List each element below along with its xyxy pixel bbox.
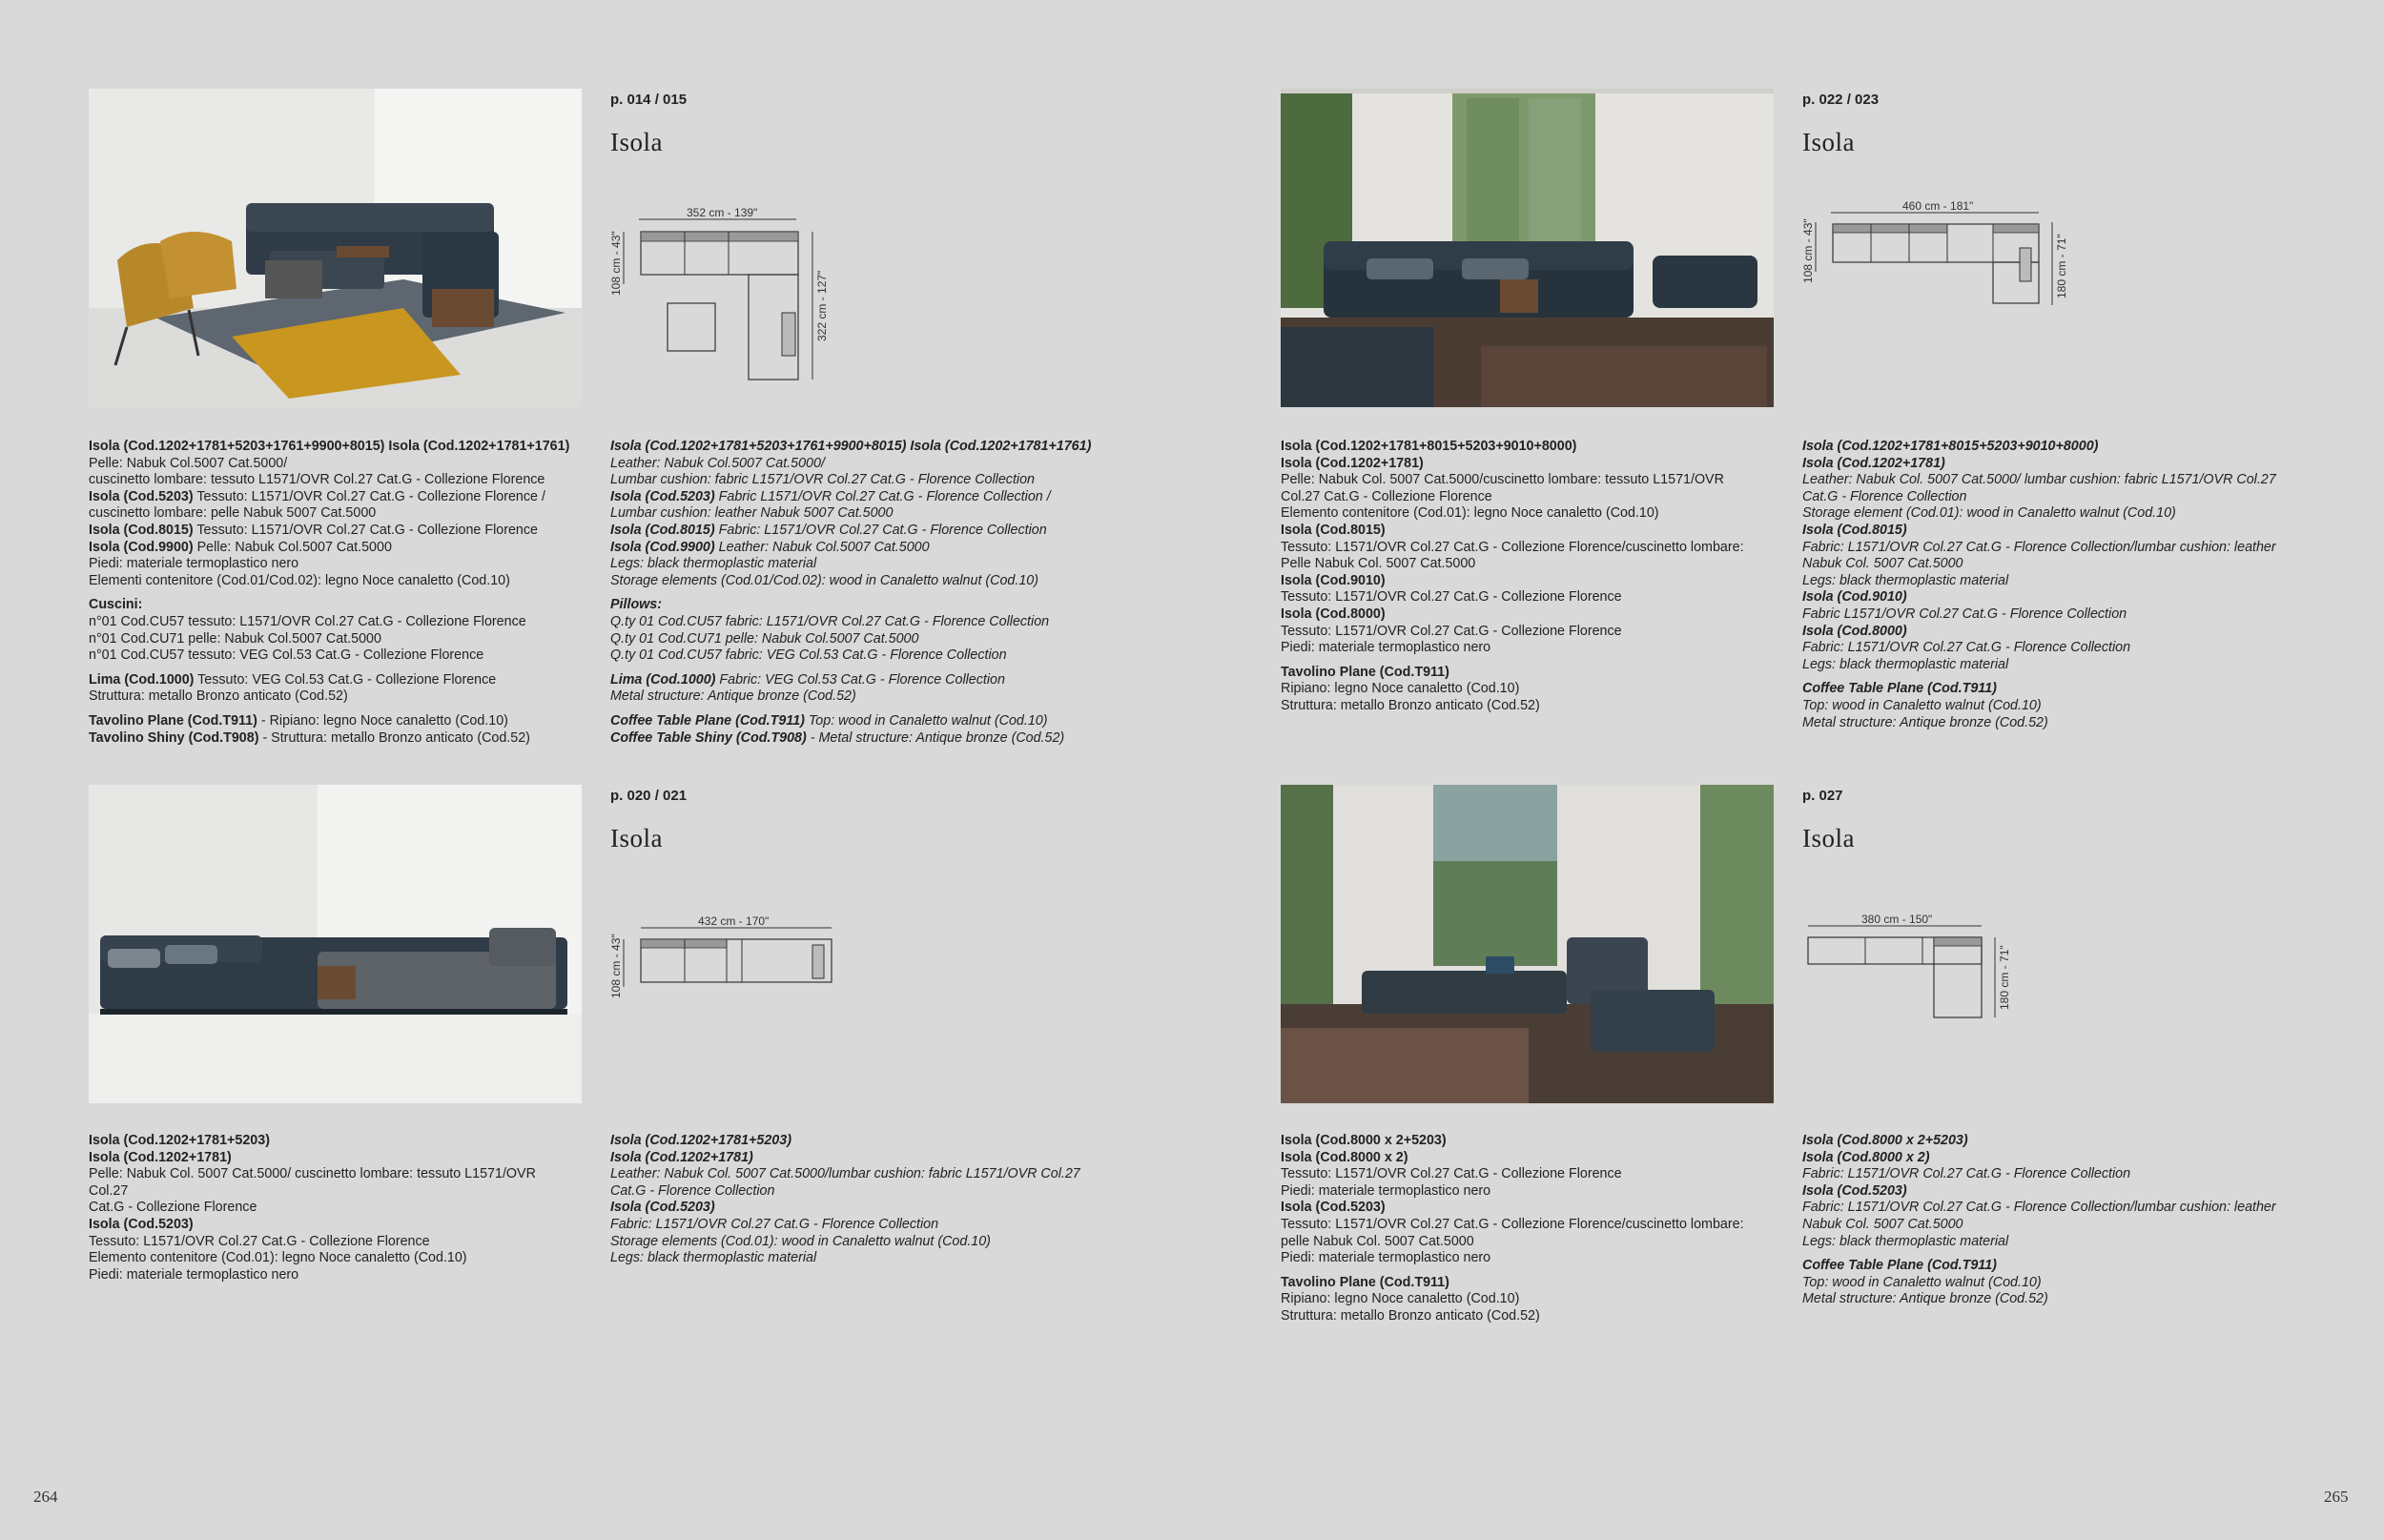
spec-line xyxy=(1802,698,2355,715)
spec-line xyxy=(89,730,604,748)
spec-text: cuscinetto lombare: tessuto L1571/OVR Col.27 Cat.G - Collezione Florence xyxy=(89,472,545,488)
spec-text: Nabuk Col. 5007 Cat.5000 xyxy=(1802,556,1963,572)
english-specs xyxy=(610,439,1144,747)
spec-text: Legs: black thermoplastic material xyxy=(610,1250,817,1266)
spec-line xyxy=(89,1200,604,1217)
spec-code: Coffee Table Plane (Cod.T911) xyxy=(1802,1258,1997,1274)
page-reference: p. 027 xyxy=(1802,788,1843,804)
depth2-dimension: 180 cm - 71" xyxy=(2055,234,2068,298)
spec-text: Piedi: materiale termoplastico nero xyxy=(89,556,299,572)
spec-code: Isola (Cod.8000 x 2+5203) xyxy=(1802,1133,1968,1148)
spec-text: Leather: Nabuk Col. 5007 Cat.5000/ lumbar cushion: fabric L1571/OVR Col.27 xyxy=(1802,472,2276,488)
spec-line xyxy=(1802,523,2355,540)
depth-dimension: 108 cm - 43" xyxy=(609,934,623,998)
spec-line xyxy=(610,1133,1144,1150)
page-number-right: 265 xyxy=(2324,1488,2349,1506)
spec-code: Isola (Cod.5203) xyxy=(1281,1200,1386,1216)
spec-line xyxy=(1281,456,1796,473)
spec-text: - Metal structure: Antique bronze (Cod.52) xyxy=(806,729,1065,746)
spec-line xyxy=(1281,1234,1796,1251)
spec-line xyxy=(1802,715,2355,732)
dimension-diagram xyxy=(610,208,858,389)
page-number-left: 264 xyxy=(33,1488,58,1506)
spec-line xyxy=(610,1217,1144,1234)
spec-code: Coffee Table Plane (Cod.T911) xyxy=(610,712,805,729)
depth-dimension: 108 cm - 43" xyxy=(1801,218,1815,283)
spec-line xyxy=(89,1234,604,1251)
spec-code: Isola (Cod.9010) xyxy=(1281,572,1386,588)
spec-line xyxy=(610,647,1144,665)
spec-line xyxy=(610,1250,1144,1267)
spec-line xyxy=(610,631,1144,648)
spec-text: Metal structure: Antique bronze (Cod.52) xyxy=(1802,714,2048,730)
page-reference: p. 014 / 015 xyxy=(610,92,688,108)
spec-code: Pillows: xyxy=(610,597,663,613)
spec-text: Elemento contenitore (Cod.01): legno Noce canaletto (Cod.10) xyxy=(1281,505,1659,522)
spec-line xyxy=(1281,1183,1796,1201)
spec-line xyxy=(1281,640,1796,657)
spec-text: Struttura: metallo Bronzo anticato (Cod.52) xyxy=(1281,697,1540,713)
spec-text: - Struttura: metallo Bronzo anticato (Cod.52) xyxy=(258,729,530,746)
spec-line xyxy=(1281,1308,1796,1325)
spec-text: Fabric: VEG Col.53 Cat.G - Florence Collection xyxy=(715,671,1005,688)
spec-text: Lumbar cushion: fabric L1571/OVR Col.27 Cat.G - Florence Collection xyxy=(610,472,1036,488)
spec-text: Fabric: L1571/OVR Col.27 Cat.G - Florence Collection xyxy=(610,1216,939,1232)
spec-line xyxy=(610,556,1144,573)
spec-line xyxy=(610,713,1144,730)
spec-text: Tessuto: L1571/OVR Col.27 Cat.G - Collezione Florence/cuscinetto lombare: xyxy=(1281,539,1744,555)
spec-text: Fabric: L1571/OVR Col.27 Cat.G - Florence Collection xyxy=(1802,640,2131,656)
spec-line xyxy=(1802,456,2355,473)
spec-line xyxy=(1802,640,2355,657)
spec-text: Fabric: L1571/OVR Col.27 Cat.G - Florence Collection xyxy=(1802,1166,2131,1182)
spec-code: Isola (Cod.1202+1781+8015+5203+9010+8000) xyxy=(1802,439,2099,454)
spec-line xyxy=(1802,1166,2355,1183)
spec-text: Q.ty 01 Cod.CU57 fabric: L1571/OVR Col.27 Cat.G - Florence Collection xyxy=(610,613,1050,629)
spec-line xyxy=(1802,657,2355,674)
spec-line xyxy=(89,672,604,689)
spec-text: Leather: Nabuk Col.5007 Cat.5000/ xyxy=(610,455,825,471)
spec-line xyxy=(89,614,604,631)
italian-specs xyxy=(1281,439,1796,715)
spec-line xyxy=(1802,1234,2355,1251)
spec-code: Coffee Table Plane (Cod.T911) xyxy=(1802,681,1997,697)
dimension-diagram xyxy=(1802,911,2031,1025)
spec-code: Isola (Cod.5203) xyxy=(610,1200,715,1216)
spec-line xyxy=(89,540,604,557)
spec-code: Isola (Cod.8000) xyxy=(1802,623,1907,639)
italian-specs xyxy=(89,439,604,747)
spec-text: Elemento contenitore (Cod.01): legno Noce canaletto (Cod.10) xyxy=(89,1250,467,1266)
spec-line xyxy=(610,672,1144,689)
spec-text: Pelle Nabuk Col. 5007 Cat.5000 xyxy=(1281,556,1476,572)
spec-line xyxy=(610,439,1144,456)
depth2-dimension: 322 cm - 127" xyxy=(815,270,829,341)
spec-code: Isola (Cod.8015) xyxy=(89,522,194,538)
spec-line xyxy=(1281,624,1796,641)
spec-line xyxy=(1281,606,1796,624)
spec-line xyxy=(1802,439,2355,456)
spec-line xyxy=(89,556,604,573)
spec-text: Top: wood in Canaletto walnut (Cod.10) xyxy=(1802,697,2042,713)
english-specs xyxy=(610,1133,1144,1267)
spec-line xyxy=(1802,472,2355,489)
spec-code: Isola (Cod.1202+1781+5203+1761+9900+8015) Isola (Cod.1202+1781+1761) xyxy=(89,439,570,454)
spec-line xyxy=(89,489,604,506)
spec-line xyxy=(610,489,1144,506)
spec-line xyxy=(1281,1217,1796,1234)
spec-line xyxy=(1281,1166,1796,1183)
spec-line xyxy=(1802,573,2355,590)
spec-line xyxy=(610,1234,1144,1251)
spec-line xyxy=(1802,540,2355,557)
spec-text: - Ripiano: legno Noce canaletto (Cod.10) xyxy=(257,712,508,729)
spec-code: Isola (Cod.9900) xyxy=(610,539,715,555)
spec-line xyxy=(1802,1217,2355,1234)
spec-line xyxy=(1281,556,1796,573)
spec-line xyxy=(89,1217,604,1234)
dimension-diagram xyxy=(610,911,858,1006)
spec-text: Tessuto: L1571/OVR Col.27 Cat.G - Collezione Florence xyxy=(89,1233,430,1249)
depth-dimension: 108 cm - 43" xyxy=(609,231,623,296)
spec-code: Tavolino Shiny (Cod.T908) xyxy=(89,729,259,746)
spec-line xyxy=(1281,472,1796,489)
spec-line xyxy=(610,1150,1144,1167)
spec-line xyxy=(610,1200,1144,1217)
spec-line xyxy=(1281,573,1796,590)
spec-line xyxy=(89,597,604,614)
spec-line xyxy=(1802,1275,2355,1292)
spec-text: Top: wood in Canaletto walnut (Cod.10) xyxy=(804,712,1048,729)
spec-line xyxy=(89,1267,604,1284)
spec-text: Fabric: L1571/OVR Col.27 Cat.G - Florence Collection/lumbar cushion: leather xyxy=(1802,539,2276,555)
spec-line xyxy=(610,614,1144,631)
spec-code: Isola (Cod.1202+1781+5203) xyxy=(89,1133,270,1148)
spec-line xyxy=(1802,1133,2355,1150)
spec-line xyxy=(1281,505,1796,523)
spec-text: n°01 Cod.CU57 tessuto: L1571/OVR Col.27 Cat.G - Collezione Florence xyxy=(89,613,526,629)
width-dimension: 352 cm - 139" xyxy=(687,206,758,219)
spec-line xyxy=(1802,489,2355,506)
spec-line xyxy=(1281,489,1796,506)
isola-villa-photo xyxy=(1281,89,1774,407)
spec-code: Tavolino Plane (Cod.T911) xyxy=(89,712,257,729)
spec-text: Leather: Nabuk Col. 5007 Cat.5000/lumbar cushion: fabric L1571/OVR Col.27 xyxy=(610,1166,1080,1182)
spec-text: Tessuto: L1571/OVR Col.27 Cat.G - Collezione Florence xyxy=(1281,623,1622,639)
spec-line xyxy=(610,573,1144,590)
spec-text: Metal structure: Antique bronze (Cod.52) xyxy=(610,688,856,705)
spec-line xyxy=(610,523,1144,540)
spec-code: Cuscini: xyxy=(89,597,143,613)
spec-code: Isola (Cod.8000 x 2+5203) xyxy=(1281,1133,1447,1148)
spec-text: Elementi contenitore (Cod.01/Cod.02): legno Noce canaletto (Cod.10) xyxy=(89,572,510,588)
spec-text: n°01 Cod.CU57 tessuto: VEG Col.53 Cat.G - Collezione Florence xyxy=(89,647,484,664)
spec-text: Nabuk Col. 5007 Cat.5000 xyxy=(1802,1216,1963,1232)
spec-text: n°01 Cod.CU71 pelle: Nabuk Col.5007 Cat.5000 xyxy=(89,630,381,647)
spec-line xyxy=(1281,1200,1796,1217)
depth2-dimension: 180 cm - 71" xyxy=(1998,945,2011,1010)
spec-text: Legs: black thermoplastic material xyxy=(1802,656,2009,672)
spec-line xyxy=(89,1166,604,1183)
spec-line xyxy=(1802,1150,2355,1167)
spec-code: Lima (Cod.1000) xyxy=(89,671,195,688)
spec-line xyxy=(89,1250,604,1267)
spec-line xyxy=(610,730,1144,748)
spec-text: Cat.G - Collezione Florence xyxy=(89,1200,257,1216)
spec-text: Tessuto: L1571/OVR Col.27 Cat.G - Collezione Florence xyxy=(1281,1166,1622,1182)
spec-text: Tessuto: VEG Col.53 Cat.G - Collezione Florence xyxy=(194,671,497,688)
spec-line xyxy=(89,647,604,665)
spec-line xyxy=(1281,540,1796,557)
spec-line xyxy=(610,1183,1144,1201)
spec-text: Fabric L1571/OVR Col.27 Cat.G - Florence Collection / xyxy=(714,488,1051,504)
spec-text: Legs: black thermoplastic material xyxy=(1802,572,2009,588)
spec-code: Isola (Cod.8000) xyxy=(1281,606,1386,622)
spec-line xyxy=(89,439,604,456)
spec-line xyxy=(1802,1258,2355,1275)
spec-line xyxy=(89,456,604,473)
spec-text: Lumbar cushion: leather Nabuk 5007 Cat.5000 xyxy=(610,505,894,522)
spec-line xyxy=(610,540,1144,557)
spec-code: Isola (Cod.8000 x 2) xyxy=(1281,1149,1408,1165)
spec-line xyxy=(1281,1291,1796,1308)
spec-line xyxy=(1802,681,2355,698)
spec-line xyxy=(1802,1200,2355,1217)
spec-code: Isola (Cod.5203) xyxy=(1802,1182,1907,1199)
spec-text: Piedi: materiale termoplastico nero xyxy=(1281,640,1491,656)
spec-code: Isola (Cod.1202+1781+5203+1761+9900+8015) Isola (Cod.1202+1781+1761) xyxy=(610,439,1092,454)
spec-code: Isola (Cod.1202+1781+5203) xyxy=(610,1133,791,1148)
width-dimension: 432 cm - 170" xyxy=(698,914,770,928)
spec-text: Storage element (Cod.01): wood in Canaletto walnut (Cod.10) xyxy=(1802,505,2176,522)
spec-line xyxy=(1281,1275,1796,1292)
spec-text: Piedi: materiale termoplastico nero xyxy=(1281,1250,1491,1266)
spec-code: Isola (Cod.5203) xyxy=(610,488,715,504)
spec-text: Tessuto: L1571/OVR Col.27 Cat.G - Collezione Florence xyxy=(1281,589,1622,606)
spec-line xyxy=(89,1150,604,1167)
spec-text: Tessuto: L1571/OVR Col.27 Cat.G - Collezione Florence xyxy=(193,522,538,538)
spec-text: Pelle: Nabuk Col. 5007 Cat.5000/ cuscinetto lombare: tessuto L1571/OVR xyxy=(89,1166,536,1182)
spec-text: Metal structure: Antique bronze (Cod.52) xyxy=(1802,1291,2048,1307)
spec-text: Pelle: Nabuk Col.5007 Cat.5000 xyxy=(193,539,392,555)
spec-code: Isola (Cod.5203) xyxy=(89,488,194,504)
spec-line xyxy=(1802,556,2355,573)
spec-text: Storage elements (Cod.01/Cod.02): wood in Canaletto walnut (Cod.10) xyxy=(610,572,1039,588)
spec-code: Coffee Table Shiny (Cod.T908) xyxy=(610,729,807,746)
spec-line xyxy=(610,505,1144,523)
spec-text: Legs: black thermoplastic material xyxy=(1802,1233,2009,1249)
italian-specs xyxy=(89,1133,604,1283)
spec-line xyxy=(610,1166,1144,1183)
english-specs xyxy=(1802,439,2355,731)
spec-line xyxy=(1802,624,2355,641)
spec-text: Cat.G - Florence Collection xyxy=(1802,488,1967,504)
spec-line xyxy=(610,472,1144,489)
spec-text: Ripiano: legno Noce canaletto (Cod.10) xyxy=(1281,681,1520,697)
spec-code: Isola (Cod.1202+1781) xyxy=(89,1149,232,1165)
spec-line xyxy=(89,523,604,540)
spec-line xyxy=(1281,589,1796,606)
spec-line xyxy=(1281,1150,1796,1167)
width-dimension: 460 cm - 181" xyxy=(1902,199,1974,213)
spec-line xyxy=(1281,1133,1796,1150)
spec-text: Top: wood in Canaletto walnut (Cod.10) xyxy=(1802,1274,2042,1290)
spec-text: Ripiano: legno Noce canaletto (Cod.10) xyxy=(1281,1291,1520,1307)
isola-lake-view-photo xyxy=(1281,785,1774,1103)
spec-line xyxy=(1802,1291,2355,1308)
spec-code: Isola (Cod.8015) xyxy=(1281,522,1386,538)
spec-text: Fabric: L1571/OVR Col.27 Cat.G - Florence Collection xyxy=(714,522,1047,538)
page-reference: p. 020 / 021 xyxy=(610,788,688,804)
spec-text: Cat.G - Florence Collection xyxy=(610,1182,775,1199)
spec-line xyxy=(1802,606,2355,624)
spec-line xyxy=(1281,1250,1796,1267)
spec-text: cuscinetto lombare: pelle Nabuk 5007 Cat.5000 xyxy=(89,505,377,522)
spec-line xyxy=(1281,698,1796,715)
spec-text: Leather: Nabuk Col.5007 Cat.5000 xyxy=(714,539,930,555)
spec-line xyxy=(89,688,604,706)
page-reference: p. 022 / 023 xyxy=(1802,92,1880,108)
spec-text: Fabric L1571/OVR Col.27 Cat.G - Florence Collection xyxy=(1802,606,2127,622)
spec-code: Tavolino Plane (Cod.T911) xyxy=(1281,664,1449,680)
spec-line xyxy=(89,631,604,648)
spec-line xyxy=(1802,589,2355,606)
spec-text: Tessuto: L1571/OVR Col.27 Cat.G - Collezione Florence/cuscinetto lombare: xyxy=(1281,1216,1744,1232)
spec-line xyxy=(89,472,604,489)
spec-text: Struttura: metallo Bronzo anticato (Cod.52) xyxy=(89,688,348,705)
spec-text: Tessuto: L1571/OVR Col.27 Cat.G - Collezione Florence / xyxy=(193,488,545,504)
product-title: Isola xyxy=(1802,128,1855,156)
spec-line xyxy=(89,505,604,523)
product-title: Isola xyxy=(610,824,663,852)
spec-code: Isola (Cod.9010) xyxy=(1802,589,1907,606)
spec-code: Isola (Cod.1202+1781+8015+5203+9010+8000) xyxy=(1281,439,1577,454)
spec-text: Piedi: materiale termoplastico nero xyxy=(1281,1182,1491,1199)
spec-line xyxy=(610,688,1144,706)
spec-text: Storage elements (Cod.01): wood in Canaletto walnut (Cod.10) xyxy=(610,1233,991,1249)
isola-white-studio-photo xyxy=(89,785,582,1103)
spec-code: Isola (Cod.8015) xyxy=(610,522,715,538)
spec-text: Col.27 xyxy=(89,1182,129,1199)
spec-line xyxy=(1281,665,1796,682)
dimension-diagram xyxy=(1802,195,2088,310)
spec-code: Tavolino Plane (Cod.T911) xyxy=(1281,1274,1449,1290)
product-title: Isola xyxy=(1802,824,1855,852)
spec-text: pelle Nabuk Col. 5007 Cat.5000 xyxy=(1281,1233,1474,1249)
spec-code: Lima (Cod.1000) xyxy=(610,671,716,688)
spec-line xyxy=(89,713,604,730)
spec-text: Legs: black thermoplastic material xyxy=(610,556,817,572)
spec-text: Q.ty 01 Cod.CU57 fabric: VEG Col.53 Cat.G - Florence Collection xyxy=(610,647,1007,664)
spec-code: Isola (Cod.5203) xyxy=(89,1216,194,1232)
width-dimension: 380 cm - 150" xyxy=(1861,913,1933,926)
spec-line xyxy=(1281,681,1796,698)
spec-line xyxy=(89,1133,604,1150)
spec-text: Q.ty 01 Cod.CU71 pelle: Nabuk Col.5007 Cat.5000 xyxy=(610,630,919,647)
spec-line xyxy=(1802,505,2355,523)
english-specs xyxy=(1802,1133,2355,1308)
spec-code: Isola (Cod.1202+1781) xyxy=(1281,455,1424,471)
spec-text: Piedi: materiale termoplastico nero xyxy=(89,1266,299,1283)
spec-line xyxy=(610,597,1144,614)
spec-text: Pelle: Nabuk Col.5007 Cat.5000/ xyxy=(89,455,288,471)
spec-line xyxy=(610,456,1144,473)
spec-text: Pelle: Nabuk Col. 5007 Cat.5000/cuscinetto lombare: tessuto L1571/OVR xyxy=(1281,472,1724,488)
isola-studio-photo xyxy=(89,89,582,407)
spec-text: Struttura: metallo Bronzo anticato (Cod.52) xyxy=(1281,1307,1540,1324)
spec-code: Isola (Cod.8015) xyxy=(1802,522,1907,538)
spec-code: Isola (Cod.9900) xyxy=(89,539,194,555)
spec-code: Isola (Cod.1202+1781) xyxy=(610,1149,753,1165)
italian-specs xyxy=(1281,1133,1796,1325)
spec-code: Isola (Cod.1202+1781) xyxy=(1802,455,1945,471)
spec-line xyxy=(1281,439,1796,456)
spec-line xyxy=(89,573,604,590)
spec-line xyxy=(89,1183,604,1201)
spec-code: Isola (Cod.8000 x 2) xyxy=(1802,1149,1930,1165)
product-title: Isola xyxy=(610,128,663,156)
spec-text: Fabric: L1571/OVR Col.27 Cat.G - Florence Collection/lumbar cushion: leather xyxy=(1802,1200,2276,1216)
spec-text: Col.27 Cat.G - Collezione Florence xyxy=(1281,488,1492,504)
spec-line xyxy=(1281,523,1796,540)
spec-line xyxy=(1802,1183,2355,1201)
